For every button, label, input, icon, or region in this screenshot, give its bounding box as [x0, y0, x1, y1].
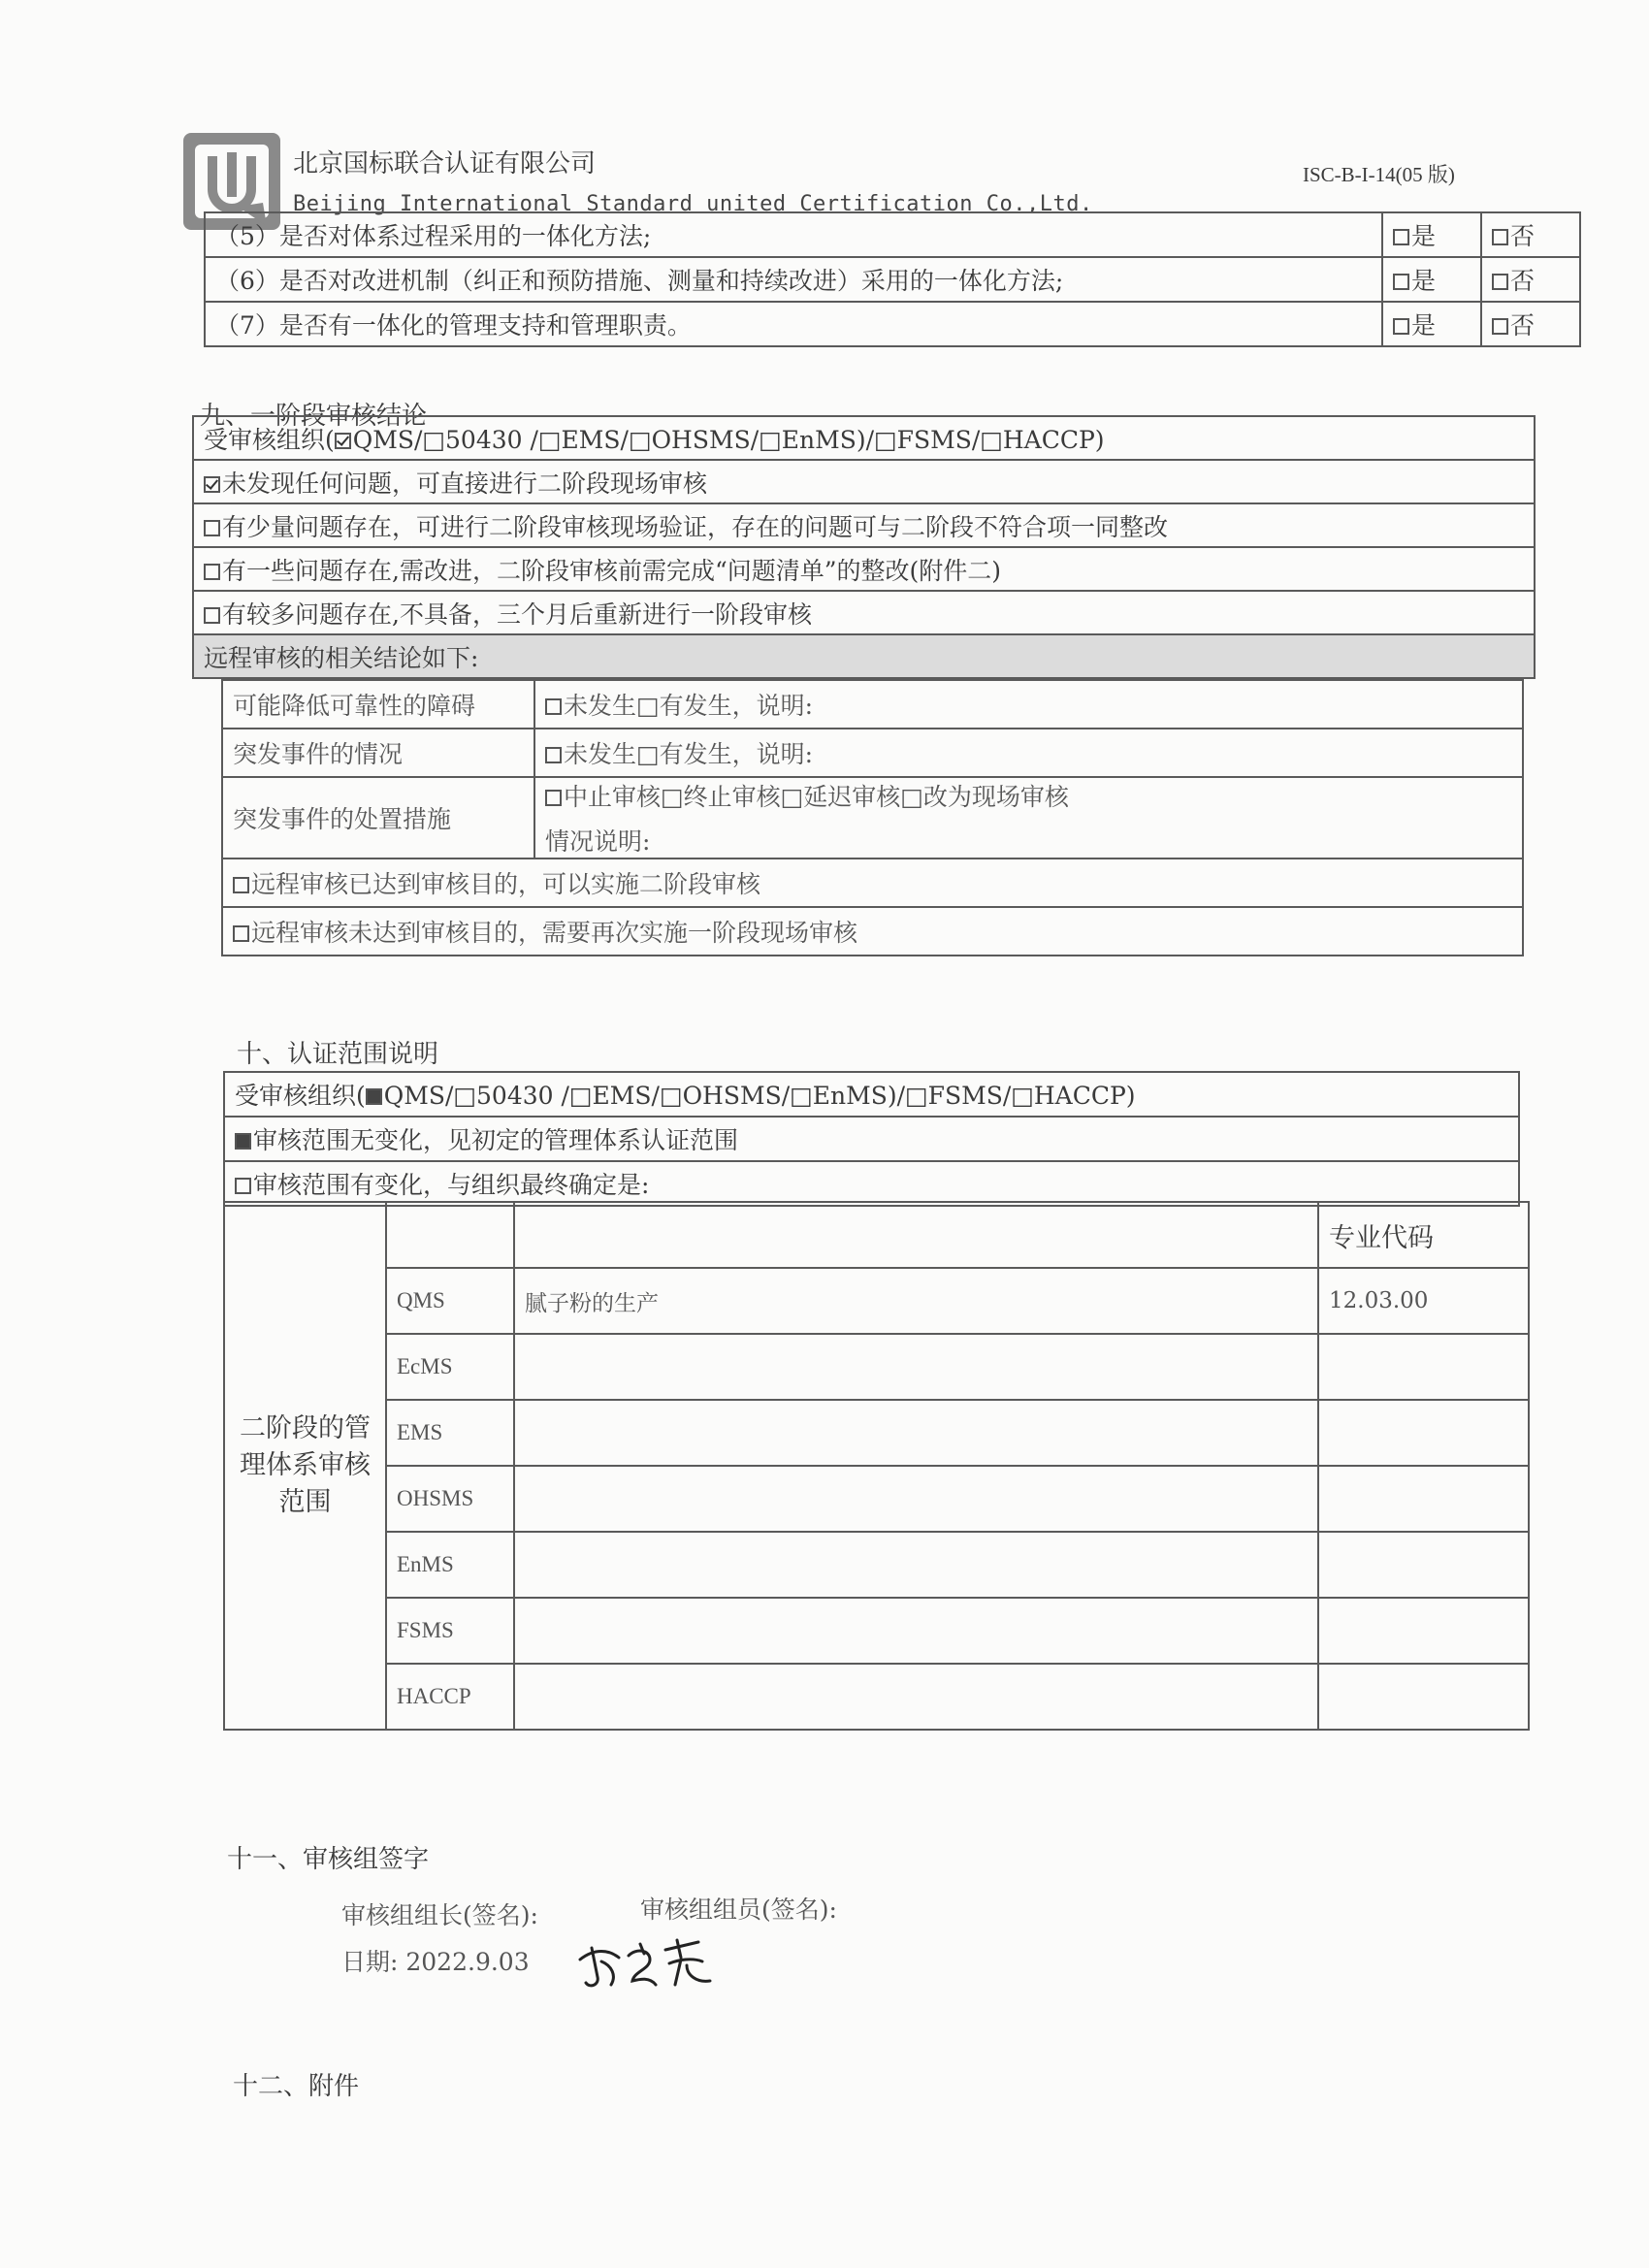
section9-title: 九、一阶段审核结论 — [200, 402, 428, 431]
table-row — [224, 1202, 1529, 1268]
system-scope — [514, 1400, 1318, 1466]
table-row — [193, 591, 1535, 634]
checkbox-icon[interactable] — [204, 607, 220, 624]
checkbox-icon[interactable] — [1393, 318, 1409, 335]
question-text: （7）是否有一体化的管理支持和管理职责。 — [205, 302, 1382, 346]
checkbox-icon[interactable] — [545, 698, 562, 715]
team-member-signature-label: 审核组组员(签名): — [640, 1895, 837, 1924]
remote-label: 突发事件的情况 — [222, 729, 534, 777]
system-name: FSMS — [386, 1598, 514, 1664]
system-code — [1318, 1532, 1529, 1598]
section12-title: 十二、附件 — [233, 2072, 360, 2101]
form-code: ISC-B-I-14(05 版) — [1303, 163, 1455, 186]
section10-title: 十、认证范围说明 — [237, 1040, 439, 1069]
remote-audit-table — [221, 679, 1524, 956]
checkbox-icon[interactable] — [545, 747, 562, 763]
system-code — [1318, 1598, 1529, 1664]
remote-label: 可能降低可靠性的障碍 — [222, 680, 534, 729]
table-row — [224, 1400, 1529, 1466]
system-code — [1318, 1466, 1529, 1532]
stage1-conclusion-table — [192, 415, 1536, 679]
conclusion-option[interactable]: 未发现任何问题，可直接进行二阶段现场审核 — [193, 460, 1535, 503]
system-name: HACCP — [386, 1664, 514, 1730]
checkbox-icon[interactable] — [1492, 318, 1508, 335]
system-name: QMS — [386, 1268, 514, 1334]
remote-value[interactable]: 未发生□有发生，说明: — [534, 729, 1523, 777]
checkbox-icon[interactable] — [1492, 274, 1508, 290]
checkbox-checked-icon[interactable] — [204, 476, 220, 493]
system-scope — [514, 1664, 1318, 1730]
checkbox-icon[interactable] — [204, 564, 220, 580]
table-row — [205, 257, 1580, 302]
table-row — [224, 1532, 1529, 1598]
table-row — [193, 547, 1535, 591]
checkbox-filled-icon[interactable] — [366, 1088, 382, 1105]
system-scope: 腻子粉的生产 — [514, 1268, 1318, 1334]
remote-value[interactable]: 中止审核□终止审核□延迟审核□改为现场审核 情况说明: — [534, 777, 1523, 859]
table-row — [193, 634, 1535, 678]
section11-title: 十一、审核组签字 — [227, 1845, 430, 1874]
company-name-en: Beijing International Standard united Certification Co.,Ltd. — [293, 192, 1093, 216]
checkbox-checked-icon[interactable] — [335, 433, 351, 449]
handwritten-signature — [572, 1930, 718, 1998]
table-row — [193, 460, 1535, 503]
sign-date: 日期: 2022.9.03 — [341, 1948, 530, 1976]
remote-header: 远程审核的相关结论如下: — [193, 634, 1535, 678]
question-text: （5）是否对体系过程采用的一体化方法; — [205, 212, 1382, 257]
remote-label: 突发事件的处置措施 — [222, 777, 534, 859]
scope-option[interactable]: 审核范围无变化，见初定的管理体系认证范围 — [224, 1117, 1519, 1161]
integration-questions-table — [204, 211, 1581, 347]
system-name: EMS — [386, 1400, 514, 1466]
table-row — [222, 777, 1523, 859]
scope-options-table — [223, 1071, 1520, 1207]
question-text: （6）是否对改进机制（纠正和预防措施、测量和持续改进）采用的一体化方法; — [205, 257, 1382, 302]
team-leader-signature-label: 审核组组长(签名): — [341, 1901, 538, 1929]
system-code — [1318, 1400, 1529, 1466]
conclusion-option[interactable]: 有少量问题存在，可进行二阶段审核现场验证，存在的问题可与二阶段不符合项一同整改 — [193, 503, 1535, 547]
table-row — [224, 1161, 1519, 1206]
remote-value[interactable]: 未发生□有发生，说明: — [534, 680, 1523, 729]
system-scope — [514, 1334, 1318, 1400]
remote-result-option[interactable]: 远程审核已达到审核目的，可以实施二阶段审核 — [222, 859, 1523, 907]
checkbox-icon[interactable] — [235, 1178, 251, 1194]
checkbox-icon[interactable] — [233, 925, 249, 942]
table-row — [222, 729, 1523, 777]
checkbox-icon[interactable] — [1393, 229, 1409, 245]
checkbox-icon[interactable] — [545, 790, 562, 806]
org-systems: 受审核组织( QMS/□50430 /□EMS/□OHSMS/□EnMS)/□FSMS/□HACCP) — [193, 416, 1535, 460]
system-scope — [514, 1598, 1318, 1664]
table-row — [222, 859, 1523, 907]
no-option[interactable]: 否 — [1481, 257, 1580, 302]
table-row — [224, 1268, 1529, 1334]
system-header — [386, 1202, 514, 1268]
table-row — [224, 1598, 1529, 1664]
code-header: 专业代码 — [1318, 1202, 1529, 1268]
company-name-cn: 北京国标联合认证有限公司 — [293, 149, 597, 178]
checkbox-icon[interactable] — [233, 877, 249, 893]
system-code — [1318, 1334, 1529, 1400]
conclusion-option[interactable]: 有较多问题存在,不具备，三个月后重新进行一阶段审核 — [193, 591, 1535, 634]
system-scope — [514, 1532, 1318, 1598]
yes-option[interactable]: 是 — [1382, 212, 1481, 257]
table-row — [193, 503, 1535, 547]
table-row — [193, 416, 1535, 460]
table-row — [224, 1664, 1529, 1730]
conclusion-option[interactable]: 有一些问题存在,需改进，二阶段审核前需完成“问题清单”的整改(附件二) — [193, 547, 1535, 591]
scope-option[interactable]: 审核范围有变化，与组织最终确定是: — [224, 1161, 1519, 1206]
no-option[interactable]: 否 — [1481, 302, 1580, 346]
checkbox-filled-icon[interactable] — [235, 1133, 251, 1150]
scope-header — [514, 1202, 1318, 1268]
remote-result-option[interactable]: 远程审核未达到审核目的，需要再次实施一阶段现场审核 — [222, 907, 1523, 956]
stage2-scope-table — [223, 1201, 1530, 1731]
table-row — [224, 1334, 1529, 1400]
system-code: 12.03.00 — [1318, 1268, 1529, 1334]
table-row — [205, 302, 1580, 346]
checkbox-icon[interactable] — [1393, 274, 1409, 290]
system-name: EcMS — [386, 1334, 514, 1400]
system-scope — [514, 1466, 1318, 1532]
system-name: OHSMS — [386, 1466, 514, 1532]
table-row — [222, 907, 1523, 956]
system-code — [1318, 1664, 1529, 1730]
table-row — [205, 212, 1580, 257]
table-row — [224, 1117, 1519, 1161]
system-name: EnMS — [386, 1532, 514, 1598]
checkbox-icon[interactable] — [1492, 229, 1508, 245]
yes-option[interactable]: 是 — [1382, 302, 1481, 346]
checkbox-icon[interactable] — [204, 520, 220, 536]
stage2-scope-label: 二阶段的管理体系审核范围 — [224, 1202, 386, 1730]
org-systems: 受审核组织( QMS/□50430 /□EMS/□OHSMS/□EnMS)/□FSMS/□HACCP) — [224, 1072, 1519, 1117]
yes-option[interactable]: 是 — [1382, 257, 1481, 302]
table-row — [224, 1466, 1529, 1532]
no-option[interactable]: 否 — [1481, 212, 1580, 257]
table-row — [222, 680, 1523, 729]
table-row — [224, 1072, 1519, 1117]
